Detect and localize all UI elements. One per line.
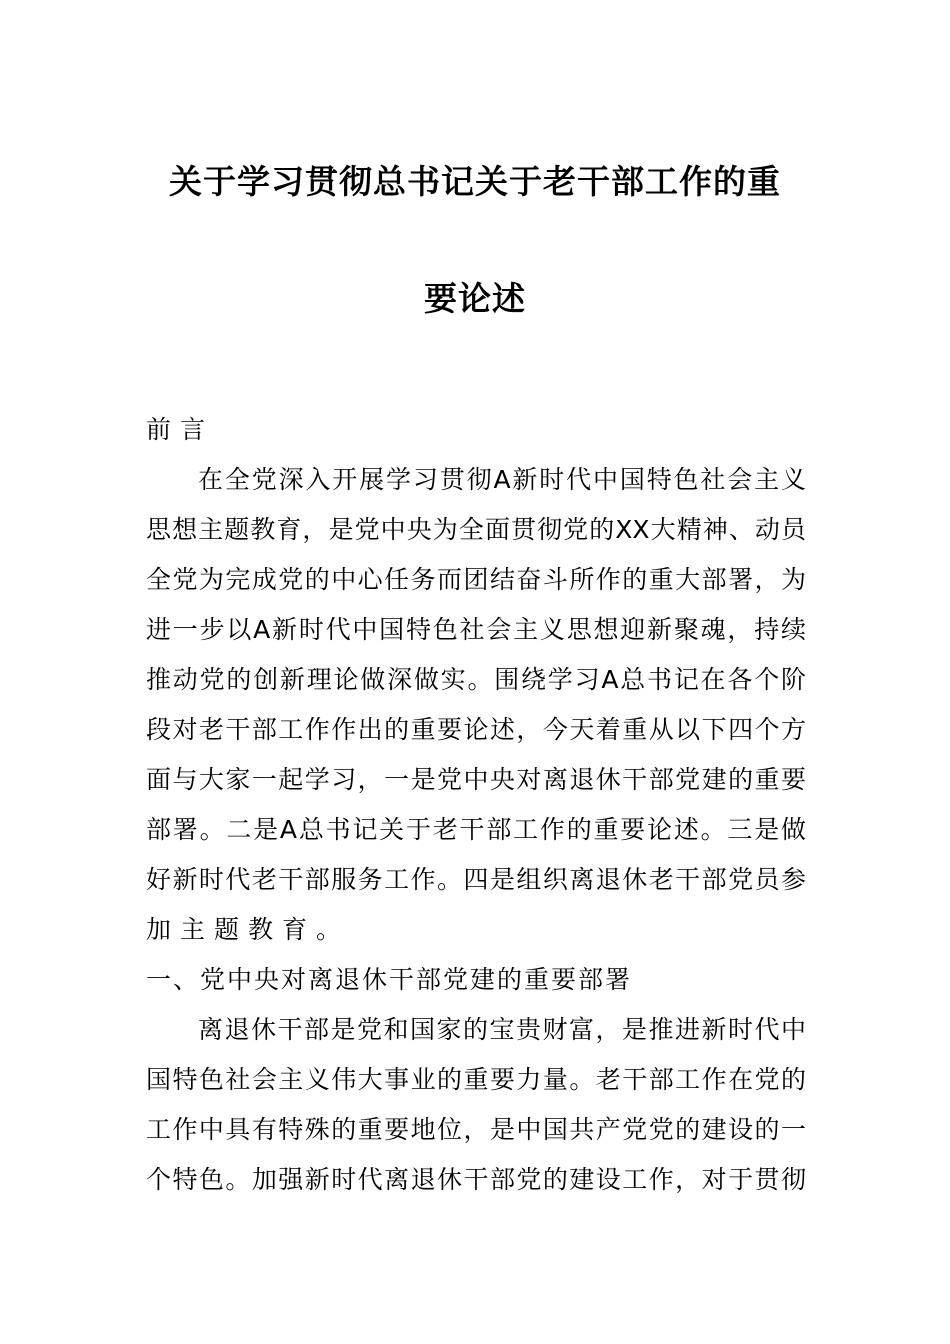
- paragraph-line: 思想主题教育，是党中央为全面贯彻党的XX大精神、动员: [146, 515, 806, 544]
- paragraph-line: 工作中具有特殊的重要地位，是中国共产党党的建设的一: [146, 1115, 806, 1144]
- section-heading: 一、党中央对离退休干部党建的重要部署: [146, 965, 633, 994]
- paragraph-line: 进一步以A新时代中国特色社会主义思想迎新聚魂，持续: [146, 615, 806, 644]
- paragraph-line: 好新时代老干部服务工作。四是组织离退休老干部党员参: [146, 865, 806, 894]
- paragraph-line: 离退休干部是党和国家的宝贵财富，是推进新时代中: [198, 1015, 806, 1044]
- paragraph-line: 全党为完成党的中心任务而团结奋斗所作的重大部署，为: [146, 565, 806, 594]
- paragraph-line: 面与大家一起学习，一是党中央对离退休干部党建的重要: [146, 765, 806, 794]
- paragraph-line: 段对老干部工作作出的重要论述，今天着重从以下四个方: [146, 715, 806, 744]
- paragraph-line: 在全党深入开展学习贯彻A新时代中国特色社会主义: [198, 465, 806, 494]
- document-title-line-1: 关于学习贯彻总书记关于老干部工作的重: [169, 162, 781, 201]
- paragraph-line: 部署。二是A总书记关于老干部工作的重要论述。三是做: [146, 815, 806, 844]
- paragraph-line: 个特色。加强新时代离退休干部党的建设工作，对于贯彻: [146, 1165, 806, 1194]
- paragraph-line: 加主题教育。: [146, 915, 351, 944]
- document-title-line-2: 要论述: [424, 279, 526, 318]
- preface-label: 前言: [146, 415, 215, 444]
- paragraph-line: 推动党的创新理论做深做实。围绕学习A总书记在各个阶: [146, 665, 806, 694]
- paragraph-line: 国特色社会主义伟大事业的重要力量。老干部工作在党的: [146, 1065, 806, 1094]
